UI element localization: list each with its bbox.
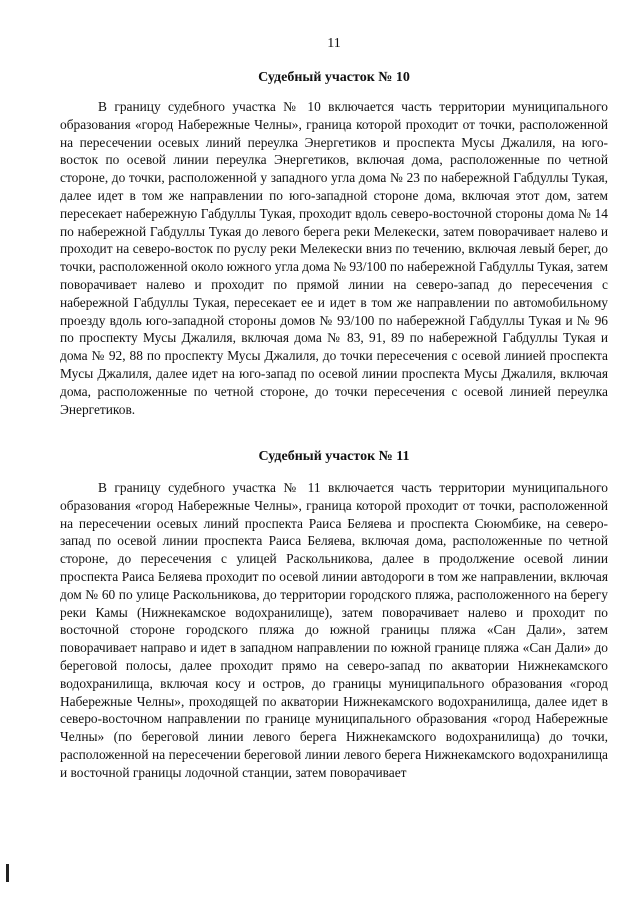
page-number: 11 [327,36,341,51]
section-heading-10: Судебный участок № 10 [258,70,410,85]
document-page [60,0,608,905]
section-text-11 [60,479,608,782]
section-heading-11: Судебный участок № 11 [258,449,410,464]
scan-margin-mark [6,864,9,882]
section-paragraph-11: В границу судебного участка № 11 включается часть территории муниципального образования «город Набережные Челны», граница которой проходит от точки, расположенной на пересечении осевых линий проспекта Раиса Беляева и проспекта Сююмбике, на северо-запад по осевой линии проспекта Раиса Беляева, включая дома, расположенные по четной стороне, до пересечения с улицей Раскольникова, далее в продолжение осевой линии проспекта Раиса Беляева проходит по осевой линии автодороги в том же направлении, включая дом № 60 по улице Раскольникова, до территории городского пляжа, расположенного на берегу реки Камы (Нижнекамское водохранилище), затем поворачивает налево и проходит по восточной стороне городского пляжа до южной границы пляжа «Сан Дали», затем поворачивает направо и идет в западном направлении по южной границе пляжа «Сан Дали» до береговой полосы, далее проходит прямо на северо-запад по акватории Нижнекамского водохранилища, включая косу и остров, до границы муниципального образования «город Набережные Челны», проходящей по акватории Нижнекамского водохранилища, далее идет в северо-восточном направлении по границе муниципального образования «город Набережные Челны» (по береговой линии левого берега Нижнекамского водохранилища) до точки, расположенной на пересечении береговой линии левого берега Нижнекамского водохранилища и восточной границы лодочной станции, затем поворачивает [60,480,608,780]
section-paragraph-10: В границу судебного участка № 10 включается часть территории муниципального образования «город Набережные Челны», граница которой проходит от точки, расположенной на пересечении осевых линий переулка Энергетиков и проспекта Мусы Джалиля, на юго-восток по осевой линии переулка Энергетиков, включая дома, расположенные по четной стороне, до точки, расположенной у западного угла дома № 23 по набережной Габдуллы Тукая, далее идет в том же направлении по юго-западной стороне дома, включая этот дом, затем пересекает набережную Габдуллы Тукая, проходит вдоль северо-восточной стороны дома № 14 по набережной Габдуллы Тукая до левого берега реки Мелекески, затем поворачивает налево и проходит на северо-восток по руслу реки Мелекески вниз по течению, включая левый берег, до точки, расположенной около южного угла дома № 93/100 по набережной Габдуллы Тукая, затем поворачивает налево и проходит по прямой линии на северо-запад до пересечения с набережной Габдуллы Тукая, пересекает ее и идет в том же направлении по автомобильному проезду вдоль юго-западной стороны домов № 93/100 по набережной Габдуллы Тукая и № 96 по проспекту Мусы Джалиля, включая дома № 83, 91, 89 по набережной Габдуллы Тукая и дома № 92, 88 по проспекту Мусы Джалиля, до точки пересечения с осевой линией проспекта Мусы Джалиля, далее идет на юго-запад по осевой линии проспекта Мусы Джалиля, включая дома, расположенные по четной стороне, до точки пересечения с осевой линией переулка Энергетиков. [60,99,608,417]
section-text-10 [60,98,608,418]
